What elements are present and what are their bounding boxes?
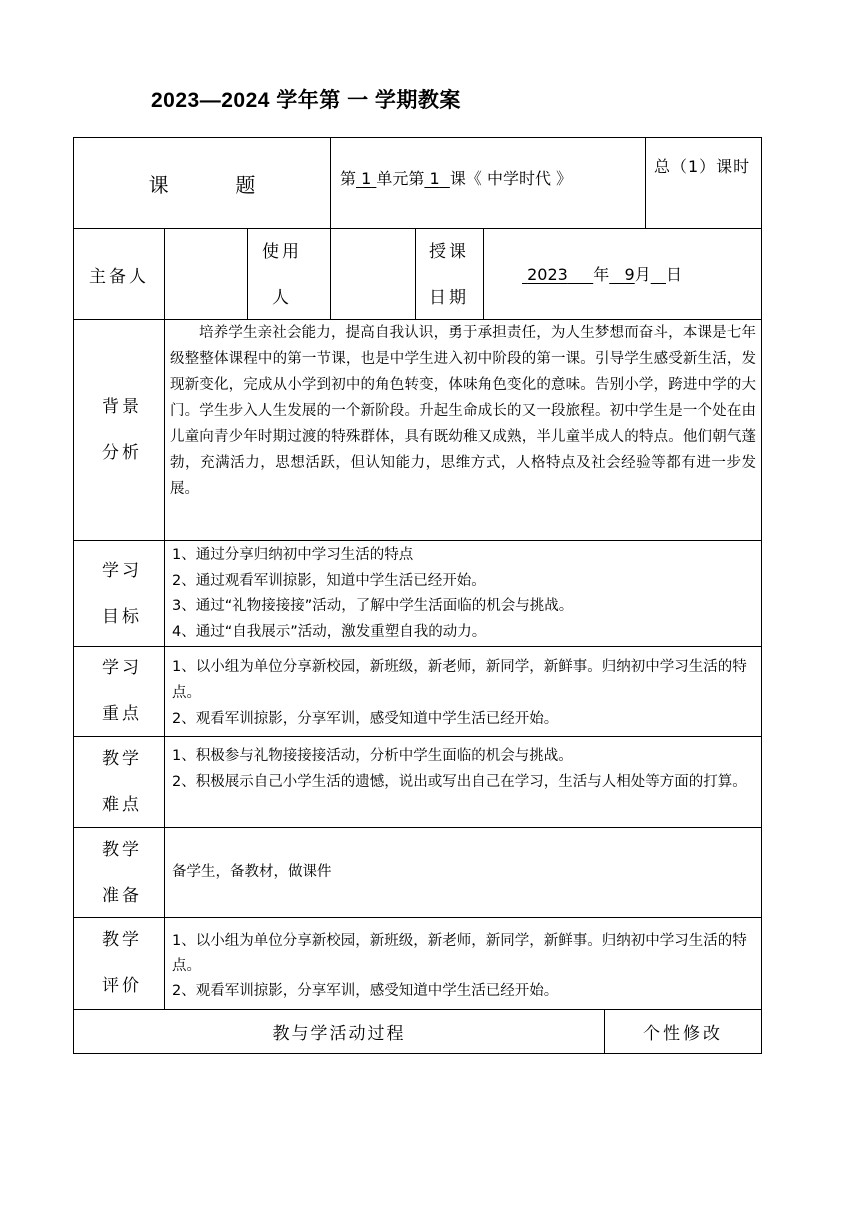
teaching-preparation-label: 教学准备 [102, 840, 142, 906]
activity-process-header: 教与学活动过程 [272, 1024, 406, 1044]
date-month: 9 [624, 265, 635, 284]
list-item: 1、以小组为单位分享新校园，新班级，新老师，新同学，新鲜事。归纳初中学习生活的特点。 [172, 933, 747, 974]
lesson-title: 第 1 单元第 1 课《 中学时代 》 [340, 169, 573, 188]
user-label: 使用人 [262, 242, 302, 308]
learning-focus-label: 学习重点 [102, 658, 142, 724]
list-item: 4、通过“自我展示”活动，激发重塑自我的动力。 [172, 623, 487, 640]
table-border [73, 646, 762, 647]
table-border [164, 319, 165, 1010]
document-title: 2023—2024 学年第 一 学期教案 [151, 89, 461, 112]
teaching-difficulty-label: 教学难点 [102, 749, 142, 815]
teaching-evaluation-label: 教学评价 [102, 930, 142, 996]
unit-number: 1 [361, 169, 372, 188]
topic-label: 课 题 [148, 172, 274, 197]
list-item: 2、观看军训掠影，分享军训，感受知道中学生活已经开始。 [172, 711, 559, 727]
list-item: 2、积极展示自己小学生活的遗憾，说出或写出自己在学习，生活与人相处等方面的打算。 [172, 774, 747, 790]
table-border [73, 917, 762, 918]
background-analysis-label: 背景分析 [102, 397, 142, 463]
table-border [73, 540, 762, 541]
table-border [483, 228, 484, 320]
total-lessons: 总（1）课时 [654, 157, 751, 176]
teaching-evaluation-text [172, 929, 756, 1004]
list-item: 2、观看军训掠影，分享军训，感受知道中学生活已经开始。 [172, 983, 559, 999]
table-border [247, 228, 248, 320]
personal-revision-header: 个性修改 [643, 1024, 723, 1044]
date-label: 授课日期 [429, 242, 469, 308]
background-analysis-text: 培养学生亲社会能力，提高自我认识，勇于承担责任，为人生梦想而奋斗，本课是七年级整整体课程中的第一节课，也是中学生进入初中阶段的第一课。引导学生感受新生活，发现新变化，完成从小学到初中的角色转变，体味角色变化的意味。告别小学，跨进中学的大门。学生步入人生发展的一个新阶段。升起生命成长的又一段旅程。初中学生是一个处在由儿童向青少年时期过渡的特殊群体，具有既幼稚又成熟，半儿童半成人的特点。他们朝气蓬勃，充满活力，思想活跃，但认知能力，思维方式，人格特点及社会经验等都有进一步发展。 [170, 325, 756, 497]
table-border [761, 137, 762, 1054]
learning-goals-label: 学习目标 [102, 561, 142, 627]
list-item: 1、积极参与礼物接接接活动，分析中学生面临的机会与挑战。 [172, 748, 573, 764]
learning-goals-text [172, 543, 756, 645]
list-item: 3、通过“礼物接接接”活动，了解中学生活面临的机会与挑战。 [172, 598, 574, 614]
list-item: 1、以小组为单位分享新校园，新班级，新老师，新同学，新鲜事。归纳初中学习生活的特点。 [172, 659, 747, 701]
lesson-number: 1 [429, 169, 440, 188]
table-border [73, 1053, 762, 1054]
user-value [331, 229, 415, 319]
main-preparer-value [165, 229, 247, 319]
list-item: 1、通过分享归纳初中学习生活的特点 [172, 547, 414, 563]
table-border [73, 736, 762, 737]
table-border [415, 228, 416, 320]
main-preparer-label: 主备人 [89, 266, 149, 287]
learning-focus-text [172, 654, 756, 732]
table-border [645, 137, 646, 229]
teaching-difficulty-text [172, 743, 756, 795]
list-item: 2、通过观看军训掠影，知道中学生活已经开始。 [172, 572, 486, 589]
teaching-preparation-text: 备学生，备教材，做课件 [172, 864, 332, 880]
teaching-date: 2023 年 9月 日 [527, 265, 683, 284]
table-border [73, 827, 762, 828]
date-year: 2023 [527, 265, 568, 284]
table-border [330, 137, 331, 229]
